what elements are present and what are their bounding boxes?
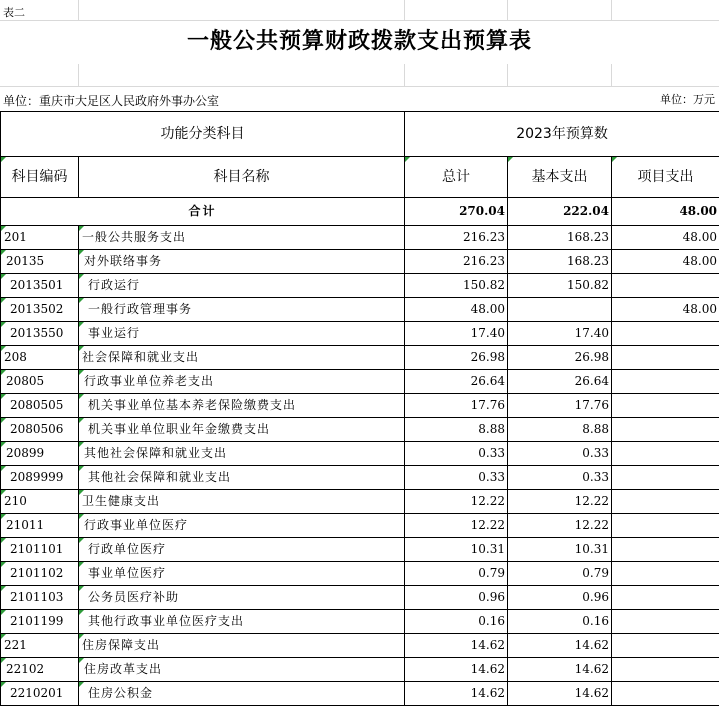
row-name: 行政事业单位养老支出 (79, 370, 405, 394)
row-name: 一般公共服务支出 (79, 226, 405, 250)
table-number: 表二 (3, 6, 25, 19)
table-row (1, 658, 719, 682)
row-name: 其他社会保障和就业支出 (79, 442, 405, 466)
header-row-2 (1, 157, 719, 198)
table-row (1, 442, 719, 466)
row-total: 26.64 (405, 370, 508, 394)
row-project: 48.00 (612, 226, 719, 250)
unit-organization: 单位：重庆市大足区人民政府外事办公室 (3, 94, 220, 108)
row-name: 社会保障和就业支出 (79, 346, 405, 370)
page-title: 一般公共预算财政拨款支出预算表 (186, 29, 532, 54)
row-code: 208 (1, 346, 79, 370)
row-name: 其他行政事业单位医疗支出 (79, 610, 405, 634)
table-row (1, 298, 719, 322)
row-basic: 14.62 (508, 634, 612, 658)
row-code: 21011 (1, 514, 79, 538)
row-basic: 8.88 (508, 418, 612, 442)
row-total: 48.00 (405, 298, 508, 322)
row-project (612, 466, 719, 490)
row-basic: 0.16 (508, 610, 612, 634)
header-func-class: 功能分类科目 (1, 112, 405, 157)
table-row (1, 346, 719, 370)
table-row (1, 394, 719, 418)
row-basic: 150.82 (508, 274, 612, 298)
row-project (612, 562, 719, 586)
row-project (612, 514, 719, 538)
header-project: 项目支出 (612, 157, 719, 198)
total-sum: 270.04 (405, 198, 508, 226)
row-total: 216.23 (405, 226, 508, 250)
table-row (1, 466, 719, 490)
total-label: 合计 (1, 198, 405, 226)
grid-row-gap (0, 64, 719, 87)
row-name: 事业运行 (79, 322, 405, 346)
row-basic (508, 298, 612, 322)
row-basic: 26.98 (508, 346, 612, 370)
header-code: 科目编码 (1, 157, 79, 198)
row-code: 2013501 (1, 274, 79, 298)
row-project (612, 610, 719, 634)
row-code: 22102 (1, 658, 79, 682)
table-row (1, 586, 719, 610)
row-code: 2089999 (1, 466, 79, 490)
row-code: 221 (1, 634, 79, 658)
row-basic: 26.64 (508, 370, 612, 394)
row-total: 17.76 (405, 394, 508, 418)
grid-row-top (0, 0, 719, 21)
row-code: 2101103 (1, 586, 79, 610)
row-total: 14.62 (405, 682, 508, 706)
row-project (612, 682, 719, 706)
total-basic: 222.04 (508, 198, 612, 226)
row-basic: 0.79 (508, 562, 612, 586)
row-project (612, 490, 719, 514)
header-basic: 基本支出 (508, 157, 612, 198)
row-name: 机关事业单位基本养老保险缴费支出 (79, 394, 405, 418)
row-name: 一般行政管理事务 (79, 298, 405, 322)
row-total: 0.33 (405, 466, 508, 490)
row-project (612, 634, 719, 658)
row-total: 12.22 (405, 514, 508, 538)
row-total: 0.79 (405, 562, 508, 586)
row-basic: 17.76 (508, 394, 612, 418)
row-basic: 168.23 (508, 250, 612, 274)
row-code: 2101199 (1, 610, 79, 634)
row-name: 事业单位医疗 (79, 562, 405, 586)
row-project (612, 346, 719, 370)
table-row (1, 610, 719, 634)
row-name: 行政运行 (79, 274, 405, 298)
row-basic: 14.62 (508, 658, 612, 682)
total-row (1, 198, 719, 226)
table-row (1, 274, 719, 298)
row-name: 住房公积金 (79, 682, 405, 706)
row-code: 2080506 (1, 418, 79, 442)
unit-currency: 单位：万元 (660, 93, 715, 106)
row-code: 20899 (1, 442, 79, 466)
row-basic: 14.62 (508, 682, 612, 706)
row-project (612, 418, 719, 442)
row-code: 2101102 (1, 562, 79, 586)
row-project (612, 394, 719, 418)
row-total: 17.40 (405, 322, 508, 346)
row-project (612, 370, 719, 394)
row-name: 行政事业单位医疗 (79, 514, 405, 538)
row-name: 机关事业单位职业年金缴费支出 (79, 418, 405, 442)
table-row (1, 514, 719, 538)
row-project: 48.00 (612, 298, 719, 322)
row-total: 216.23 (405, 250, 508, 274)
table-row (1, 562, 719, 586)
table-row (1, 682, 719, 706)
row-code: 2013502 (1, 298, 79, 322)
row-name: 住房改革支出 (79, 658, 405, 682)
row-total: 14.62 (405, 634, 508, 658)
row-total: 10.31 (405, 538, 508, 562)
row-basic: 0.33 (508, 442, 612, 466)
row-project (612, 538, 719, 562)
row-project (612, 322, 719, 346)
row-code: 201 (1, 226, 79, 250)
row-total: 0.33 (405, 442, 508, 466)
row-basic: 168.23 (508, 226, 612, 250)
row-basic: 12.22 (508, 514, 612, 538)
row-name: 住房保障支出 (79, 634, 405, 658)
row-total: 0.96 (405, 586, 508, 610)
row-basic: 12.22 (508, 490, 612, 514)
header-total: 总计 (405, 157, 508, 198)
row-project (612, 586, 719, 610)
row-code: 20805 (1, 370, 79, 394)
row-total: 14.62 (405, 658, 508, 682)
row-basic: 17.40 (508, 322, 612, 346)
header-name: 科目名称 (79, 157, 405, 198)
table-row (1, 370, 719, 394)
row-code: 20135 (1, 250, 79, 274)
row-name: 公务员医疗补助 (79, 586, 405, 610)
row-project (612, 658, 719, 682)
row-code: 2080505 (1, 394, 79, 418)
table-row (1, 634, 719, 658)
row-project: 48.00 (612, 250, 719, 274)
row-total: 0.16 (405, 610, 508, 634)
row-code: 210 (1, 490, 79, 514)
row-project (612, 274, 719, 298)
row-total: 26.98 (405, 346, 508, 370)
row-code: 2101101 (1, 538, 79, 562)
row-name: 卫生健康支出 (79, 490, 405, 514)
header-year-budget: 2023年预算数 (405, 112, 719, 157)
row-basic: 10.31 (508, 538, 612, 562)
row-total: 8.88 (405, 418, 508, 442)
row-name: 其他社会保障和就业支出 (79, 466, 405, 490)
row-name: 行政单位医疗 (79, 538, 405, 562)
row-code: 2013550 (1, 322, 79, 346)
row-code: 2210201 (1, 682, 79, 706)
row-basic: 0.33 (508, 466, 612, 490)
table-row (1, 490, 719, 514)
table-row (1, 418, 719, 442)
header-row-1 (1, 112, 719, 157)
row-total: 12.22 (405, 490, 508, 514)
row-name: 对外联络事务 (79, 250, 405, 274)
row-project (612, 442, 719, 466)
total-project: 48.00 (612, 198, 719, 226)
table-row (1, 250, 719, 274)
row-basic: 0.96 (508, 586, 612, 610)
table-row (1, 322, 719, 346)
table-row (1, 538, 719, 562)
table-row (1, 226, 719, 250)
budget-table (0, 111, 719, 706)
row-total: 150.82 (405, 274, 508, 298)
